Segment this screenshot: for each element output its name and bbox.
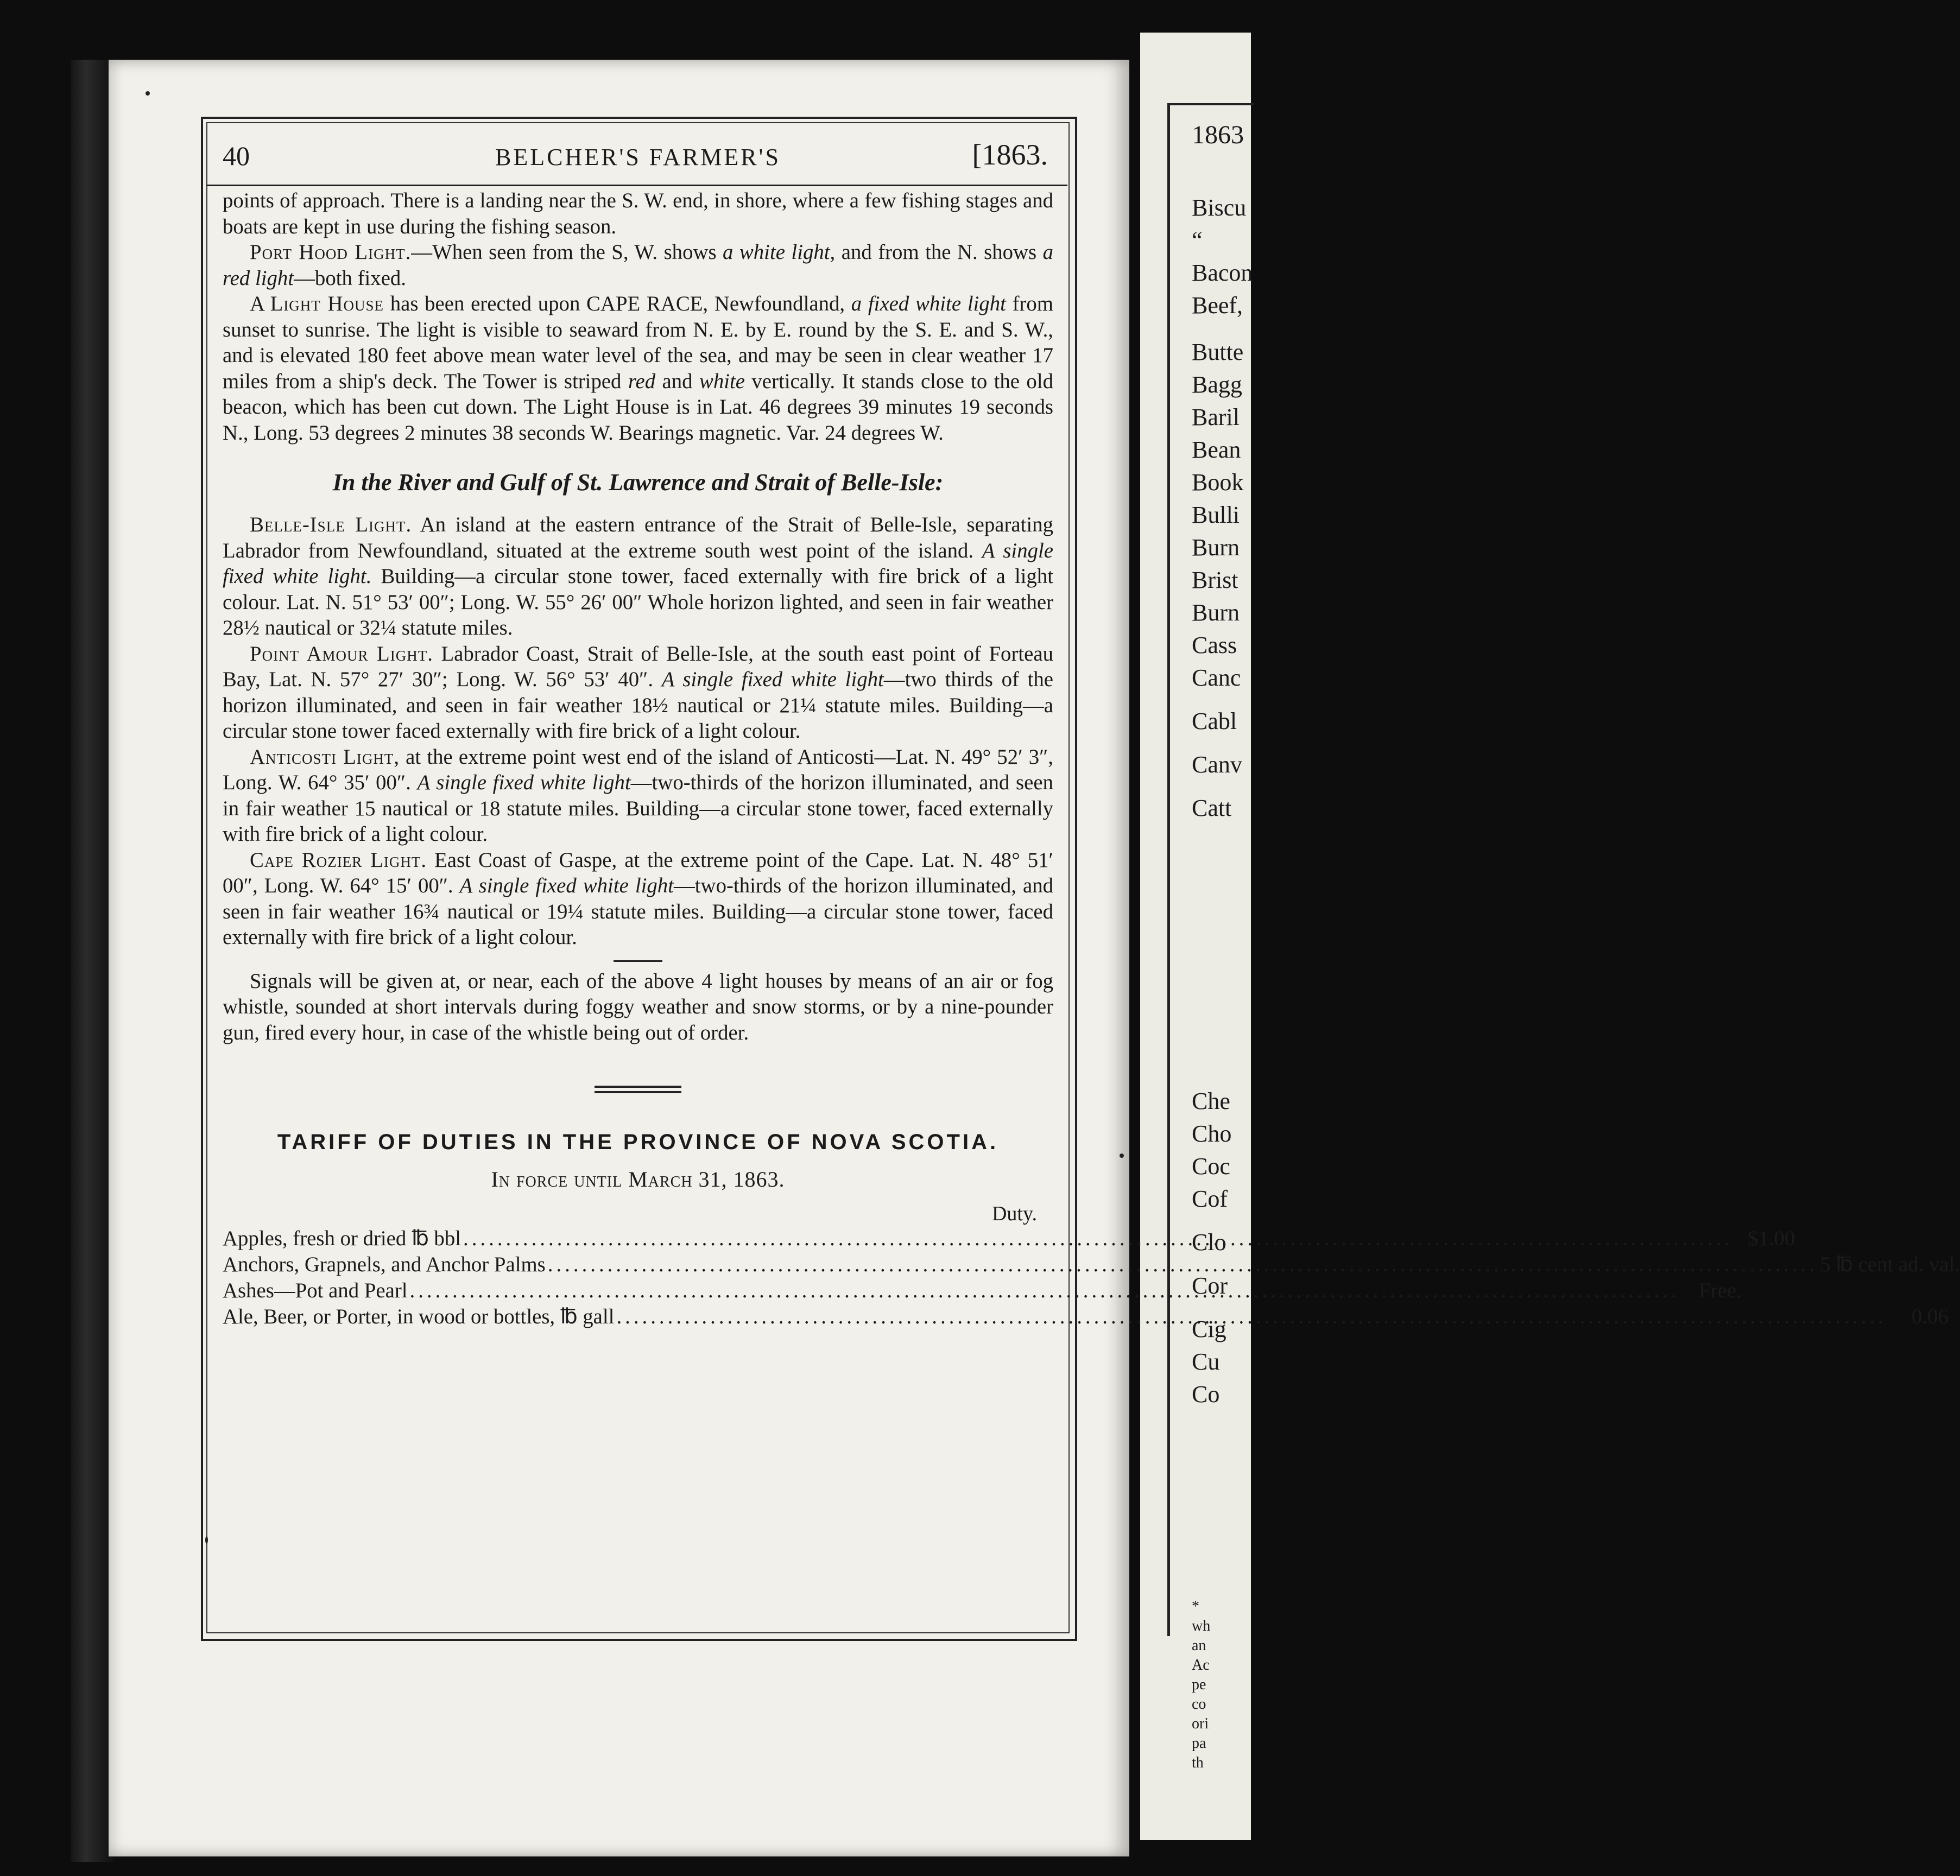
next-item: Cof (1192, 1186, 1228, 1212)
port-hood-lead: Port Hood Light. (250, 240, 412, 264)
italic-run: a white light, (723, 240, 836, 264)
running-title: BELCHER'S FARMER'S (495, 144, 781, 170)
short-rule (614, 960, 662, 962)
text-run: —two thirds of the horizon illuminated, and seen in fair weather 18½ nautical or 21¼ statute miles. Building—a circular stone tower faced externally with fire brick of a light colour. (223, 668, 1053, 743)
body-text (223, 188, 1053, 1045)
tariff-item: Ashes—Pot and Pearl (223, 1279, 408, 1302)
text-run: An island at the eastern entrance of the Strait of Belle-Isle, separating Labrador from Newfoundland, situated at the extreme south west point of the island. (223, 513, 1053, 562)
text-run: —two-thirds of the horizon illuminated, and seen in fair weather 15 nautical or 18 statute miles. Building—a circular stone tower, faced externally with fire brick of a light colour. (223, 771, 1053, 846)
tariff-item: Apples, fresh or dried ℔ bbl (223, 1227, 461, 1250)
next-item: Clo (1192, 1229, 1226, 1256)
next-item: Cor (1192, 1272, 1228, 1299)
text-run: —two-thirds of the horizon illuminated, and seen in fair weather 16¾ nautical or 19¼ statute miles. Building—a circular stone tower, faced externally with fire brick of a light colour. (223, 874, 1053, 949)
leader-dots (548, 1252, 1818, 1278)
text-run: Labrador Coast, Strait of Belle-Isle, at the south east point of Forteau Bay, Lat. N. 57° 27′ 30″; Long. W. 56° 53′ 40″. (223, 642, 1053, 691)
italic-run: A single fixed white light. (223, 538, 1053, 588)
next-item: Cu (1192, 1348, 1220, 1375)
text-run: vertically. It stands close to the old beacon, which has been cut down. The Light House is in Lat. 46 degrees 39 minutes 19 seconds N., Long. 53 degrees 2 minutes 38 seconds W. Bearings magnetic. Var. 24 degrees W. (223, 369, 1053, 445)
italic-run: white (699, 369, 745, 393)
next-footnote: * (1192, 1598, 1199, 1615)
italic-run: A single fixed white light (417, 771, 631, 794)
next-item: Bagg (1192, 371, 1242, 398)
text-run: —both fixed. (294, 266, 407, 290)
next-item: Cass (1192, 632, 1237, 658)
next-item: Burn (1192, 599, 1240, 626)
text-run: and from the N. shows (835, 240, 1043, 264)
text-run: from sunset to sunrise. The light is visible to seaward from N. E. by E. round by the S. E. and S. W., and is elevated 180 feet above mean water level of the sea, and may be seen in clear weather 17 miles from a ship's deck. The Tower is striped (223, 292, 1053, 393)
belle-isle-lead: Belle-Isle Light. (250, 513, 412, 536)
tariff-row (223, 1252, 1960, 1278)
leader-dots (463, 1226, 1733, 1252)
next-footnote: pe (1192, 1676, 1206, 1693)
next-item: Burn (1192, 534, 1240, 561)
book-spine (71, 60, 114, 1862)
double-rule (595, 1086, 681, 1097)
tariff-value: 0.06 (1911, 1305, 1949, 1328)
section-title: In the River and Gulf of St. Lawrence and Strait of Belle-Isle: (332, 469, 944, 496)
ink-speck (1120, 1154, 1124, 1158)
next-footnote: ori (1192, 1715, 1209, 1732)
next-footnote: Ac (1192, 1657, 1210, 1674)
page-number: 40 (223, 141, 250, 171)
next-item: Cabl (1192, 708, 1237, 734)
next-item: Canc (1192, 664, 1241, 691)
next-item: Biscu (1192, 194, 1247, 221)
leader-dots (410, 1278, 1680, 1304)
next-footnote: co (1192, 1696, 1206, 1713)
next-item: Bean (1192, 436, 1241, 463)
next-item: “ (1192, 227, 1203, 253)
cape-race-paragraph (223, 291, 1053, 446)
text-run: East Coast of Gaspe, at the extreme point of the Cape. Lat. N. 48° 51′ 00″, Long. W. 64° 15′ 00″. (223, 848, 1053, 897)
leader-dots (616, 1304, 1886, 1330)
tariff-title: TARIFF OF DUTIES IN THE PROVINCE OF NOVA SCOTIA. (277, 1130, 999, 1154)
tariff-rate: 5 ℔ cent ad. val. (1819, 1253, 1960, 1276)
text-run: A (250, 292, 270, 315)
next-item: Coc (1192, 1153, 1230, 1180)
text-run: at the extreme point west end of the island of Anticosti—Lat. N. 49° 52′ 3″, Long. W. 64° 35′ 00″. (223, 745, 1053, 794)
next-item: Baril (1192, 404, 1240, 430)
signals-paragraph: Signals will be given at, or near, each of the above 4 light houses by means of an air or fog whistle, sounded at short intervals during foggy weather and snow storms, or by a nine-pounder gun, fired every hour, in case of the whistle being out of order. (223, 969, 1053, 1044)
tariff-subtitle: In force until March 31, 1863. (491, 1167, 785, 1191)
ink-speck (205, 1536, 208, 1544)
point-amour-lead: Point Amour Light. (250, 642, 433, 666)
tariff-item: Anchors, Grapnels, and Anchor Palms (223, 1253, 546, 1276)
running-header (223, 130, 1053, 185)
next-footnote: an (1192, 1637, 1206, 1654)
italic-run: A single fixed white light (661, 668, 884, 691)
next-footnote: wh (1192, 1618, 1211, 1634)
text-run: has been erected upon CAPE RACE, Newfoundland, (384, 292, 851, 315)
next-item: Canv (1192, 751, 1242, 778)
italic-run: a red light (223, 240, 1054, 290)
next-item: Co (1192, 1381, 1220, 1408)
intro-paragraph: points of approach. There is a landing near the S. W. end, in shore, where a few fishing stages and boats are kept in use during the fishing season. (223, 189, 1053, 238)
cape-race-lead: Light House (270, 292, 384, 315)
tariff-value: Free. (1699, 1279, 1742, 1302)
next-item: Che (1192, 1088, 1230, 1114)
anticosti-lead: Anticosti Light, (250, 745, 400, 769)
cape-rozier-lead: Cape Rozier Light. (250, 848, 427, 872)
next-item: Brist (1192, 567, 1238, 593)
anticosti-paragraph (223, 744, 1053, 847)
next-item: Bulli (1192, 502, 1240, 528)
point-amour-paragraph (223, 641, 1053, 744)
italic-run: A single fixed white light (459, 874, 674, 897)
next-item: Butte (1192, 339, 1244, 365)
belle-isle-paragraph (223, 512, 1053, 641)
text-run: —When seen from the S, W. shows (411, 240, 723, 264)
next-item: Cho (1192, 1120, 1232, 1147)
text-run: and (655, 369, 699, 393)
next-page-header: 1863 (1192, 121, 1244, 149)
next-item: Beef, (1192, 292, 1243, 319)
next-page-list (1192, 109, 1253, 1771)
text-run: Building—a circular stone tower, faced externally with fire brick of a light colour. Lat. N. 51° 53′ 00″; Long. W. 55° 26′ 00″ Whole horizon lighted, and seen in fair weather 28½ nautical or 32¼ statute miles. (223, 565, 1054, 639)
next-item: Cig (1192, 1316, 1226, 1342)
italic-run: red (628, 369, 656, 393)
next-footnote: th (1192, 1754, 1204, 1771)
tariff-value: $1.00 (1747, 1227, 1795, 1250)
next-item: Catt (1192, 795, 1232, 821)
ink-speck (146, 91, 150, 96)
italic-run: a fixed white light (851, 292, 1006, 315)
cape-rozier-paragraph (223, 847, 1053, 950)
next-item: Book (1192, 469, 1244, 496)
tariff-item: Ale, Beer, or Porter, in wood or bottles, ℔ gall (223, 1305, 615, 1328)
port-hood-paragraph (223, 239, 1053, 291)
duty-column-header: Duty. (991, 1202, 1037, 1225)
next-item: Bacon (1192, 259, 1253, 286)
next-footnote: pa (1192, 1735, 1206, 1752)
header-year: [1863. (972, 138, 1048, 171)
